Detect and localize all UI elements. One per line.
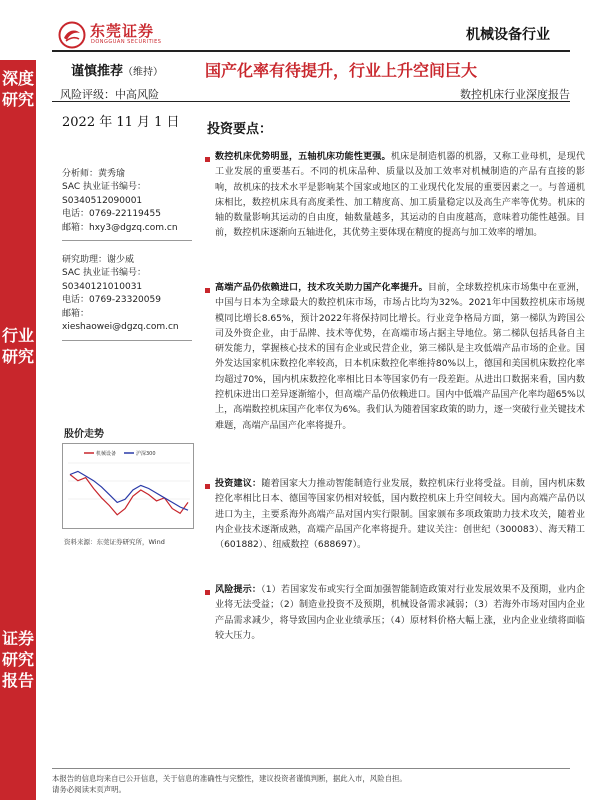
analyst-cert-label: SAC 执业证书编号： [62,182,147,193]
point-lead: 风险提示： [215,585,262,595]
chart-source: 资料来源：东莞证券研究所，Wind [64,538,165,546]
sidebar-label-industry-research: 行业研究 [1,326,34,366]
analyst-divider [62,240,192,241]
analyst-info [62,168,192,235]
point-paragraph-2 [215,281,585,434]
analyst-phone: 电话：0769-22119455 [62,209,161,220]
assistant-cert: S0340121010031 [62,281,143,292]
point-text: 机床是制造机器的机器，又称工业母机，是现代工业发展的重要基石。不同的机床品种、质量以及加工效率对机械制造的产品有直接的影响，故机床的技术水平是影响某个国家或地区的工业现代化发展的重要因素之一。与普通机床相比，数控机床具有高度柔性、加工精度高、加工质量稳定以及高生产率等优势。机床的轴的数量影响其运动的自由度，轴数量越多，其运动的自由度越高，意味着功能性越强。目前，数控机床逐渐向五轴进化，其优势主要体现在精度的提高与加工效率的增加。 [215,152,585,239]
assistant-info [62,254,192,334]
sidebar-label-deep-research: 深度研究 [1,69,34,109]
bullet-marker [205,288,210,293]
assistant-divider [62,340,192,341]
risk-level: 风险评级：中高风险 [60,88,159,101]
brand-logo-icon [58,21,86,49]
subheader-rule [52,101,570,102]
analyst-cert: S0340512090001 [62,195,143,206]
assistant-email: xieshaowei@dgzq.com.cn [62,322,179,333]
sidebar-label-securities-report: 证券研究报告 [1,629,34,690]
point-paragraph-4 [215,583,585,644]
legend-label-series-1: 机械设备 [96,451,117,457]
point-paragraph-1 [215,150,585,242]
assistant-email-label: 邮箱： [62,308,90,319]
point-paragraph-3 [215,477,585,553]
point-lead: 高端产品仍依赖进口，技术攻关助力国产化率提升。 [215,283,428,293]
assistant-phone: 电话：0769-23320059 [62,295,161,306]
assistant-name: 研究助理：谢少威 [62,255,135,265]
footer-rule [52,768,570,769]
point-text: （1）若国家发布或实行全面加强智能制造政策对行业发展效果不及预期，业内企业将无法受益；（2）制造业投资不及预期，机械设备需求减弱；（3）若海外市场对国内企业产品需求减少，将导致国内企业业绩承压；（4）原材料价格大幅上涨，业内企业业绩将面临较大压力。 [215,585,585,641]
analyst-name: 分析师：黄秀瑜 [62,169,126,179]
bullet-marker [205,484,210,489]
legend-label-series-2: 沪深300 [136,451,156,457]
industry-title: 机械设备行业 [466,27,550,43]
brand-name-en: DONGGUAN SECURITIES [91,39,162,45]
bullet-marker [205,157,210,162]
report-subtitle: 数控机床行业深度报告 [460,88,570,101]
stock-chart-title: 股价走势 [64,429,104,440]
point-lead: 投资建议： [215,479,262,489]
report-headline: 国产化率有待提升，行业上升空间巨大 [205,61,478,80]
point-text: 目前，全球数控机床市场集中在亚洲，中国与日本为全球最大的数控机床市场，市场占比均为32%。2021年中国数控机床市场规模同比增长8.65%，预计2022年将保持同比增长。行业竞争格局方面，第一梯队为跨国公司及外资企业，由于品牌、技术等优势，在高端市场占据主导地位。第二梯队包括具备自主研发能力，掌握核心技术的国有企业或民营企业，第三梯队是主攻低端产品市场的企业。国外发达国家机床数控化率较高，日本机床数控化率维持80%以上，德国和美国机床数控化率均超过70%，国内机床数控化率相比日本等国家仍有一段差距。从进出口数据来看，国内数控机床进出口差异逐渐缩小，但高端产品仍依赖进口。国内中低端产品国产化率均超65%以上，高端数控机床国产化率仅为6%。我们认为随着国家政策的助力，逐一突破行业关键技术难题，高端产品国产化率将提升。 [215,283,585,431]
assistant-cert-label: SAC 执业证书编号： [62,268,147,279]
rating [71,60,163,79]
header-rule [52,50,570,52]
rating-sub: （维持） [123,67,164,78]
chart-frame [63,444,194,529]
point-text: 随着国家大力推动智能制造行业发展，数控机床行业将受益。目前，国内机床数控化率相比日本、德国等国家仍相对较低，国内数控机床上升空间较大。国内高端产品仍以进口为主，主要系海外高端产品对国内实行限制。国家颁布多项政策助力技术攻关，随着业内企业技术逐渐成熟，高端产品国产化率将提升。建议关注：创世纪（300083）、海天精工（601882）、纽威数控（688697）。 [215,479,585,551]
report-date: 2022 年 11 月 1 日 [62,115,180,130]
footer-disclaimer [52,773,592,795]
rating-label: 谨慎推荐 [71,64,124,79]
footer-line-1: 本报告的信息均来自已公开信息，关于信息的准确性与完整性，建议投资者谨慎判断，据此入市，风险自担。 [52,774,407,783]
analyst-email: 邮箱：hxy3@dgzq.com.cn [62,222,178,233]
bullet-marker [205,590,210,595]
investment-points-title: 投资要点： [207,122,273,137]
point-lead: 数控机床优势明显，五轴机床功能性更强。 [215,152,391,162]
brand-name: 东莞证券 [90,22,155,40]
footer-line-2: 请务必阅读末页声明。 [52,785,126,794]
stock-price-chart [62,443,194,529]
